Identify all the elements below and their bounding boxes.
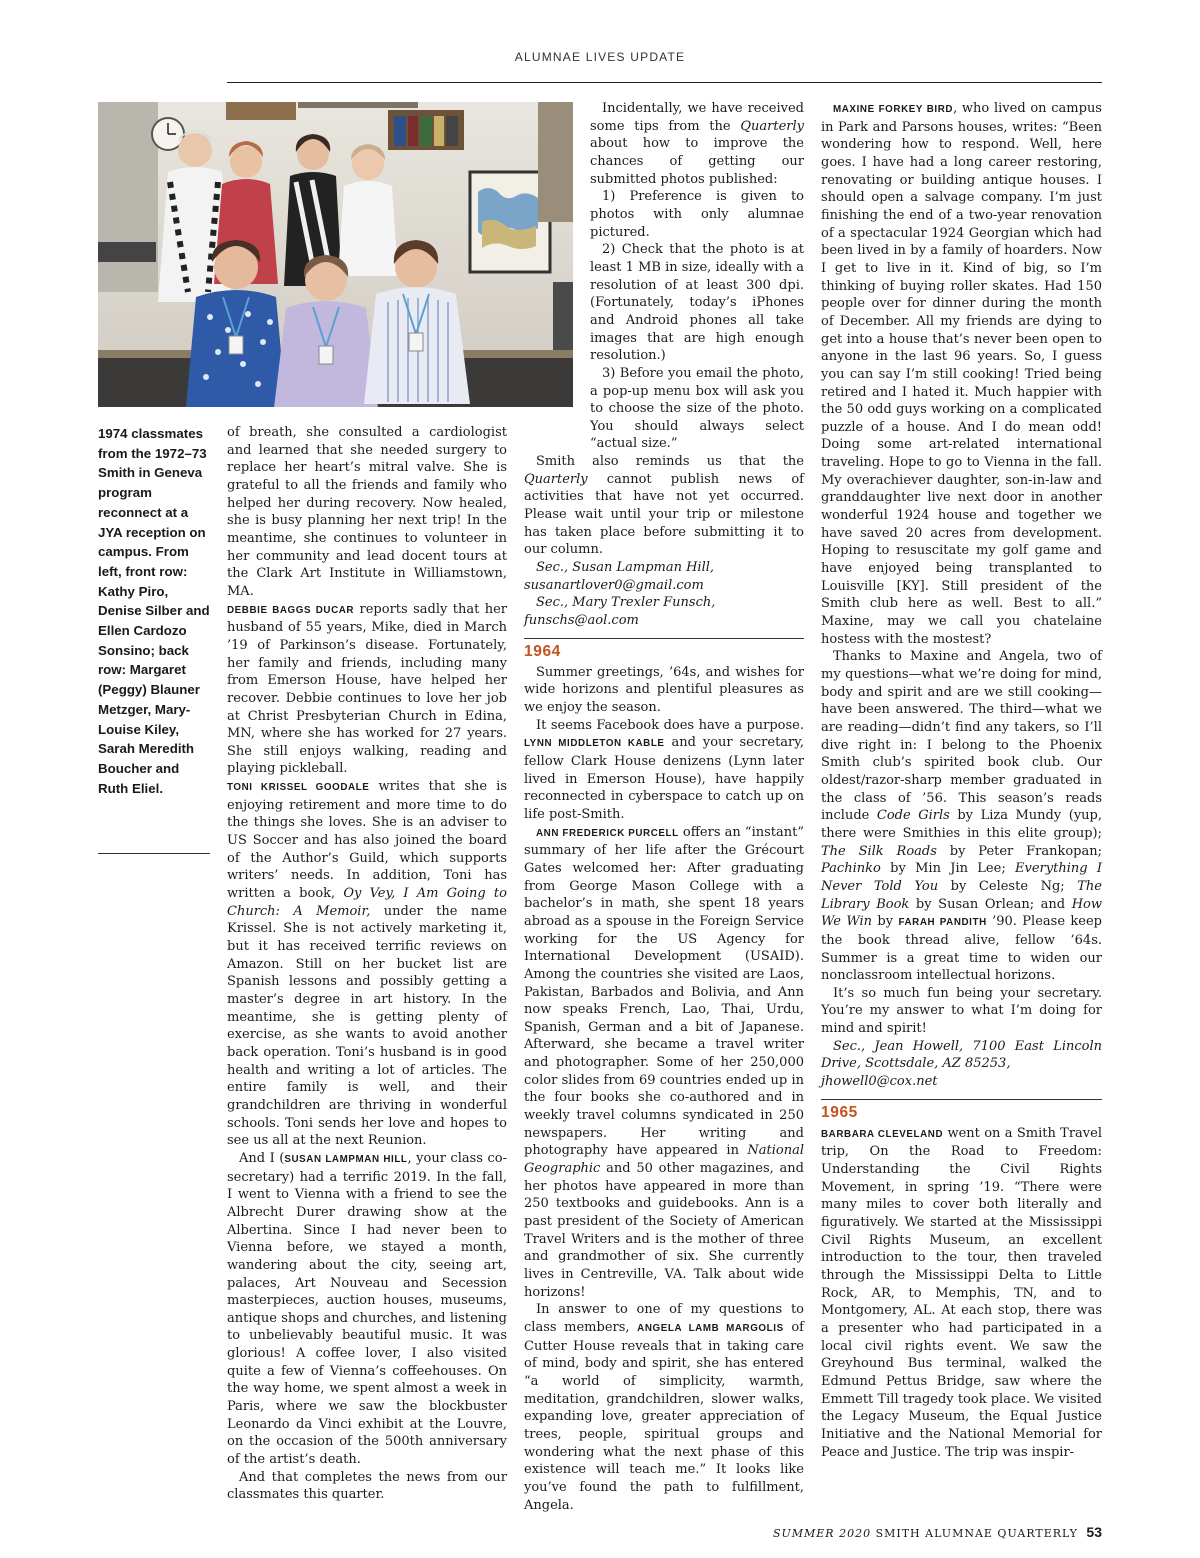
page-footer <box>773 1524 1102 1540</box>
col2-paragraph-2-text-a: Smith also reminds us that the <box>536 454 804 470</box>
col2-paragraph-4 <box>524 717 804 824</box>
col3-text: by Min Jin Lee; <box>880 861 1016 877</box>
book-title: The Library Book <box>821 878 1102 912</box>
col1-paragraph-2-text: reports sadly that her husband of 55 years, Mike, died in March ’19 of Parkinson’s disease. Fortunately, her family and friends, including many from Emerson House, have helped her recover. Debbie continues to love her job at Christ Presbyterian Church in Edina, MN, where she has worked for 27 years. She still enjoys walking, reading and playing pickleball. <box>227 601 507 777</box>
classmate-name: ANGELA LAMB MARGOLIS <box>637 1322 784 1334</box>
col3-text: by Peter Frankopan; <box>936 843 1102 859</box>
column-3 <box>821 100 1102 1461</box>
col1-paragraph-3 <box>227 778 507 1150</box>
secretary-email-3: jhowell0@cox.net <box>821 1074 938 1090</box>
col2-paragraph-1-text-b: about how to improve the chances of getting our submitted photos published: <box>590 136 804 187</box>
tip-1: 1) Preference is given to photos with only alumnae pictured. <box>590 189 804 240</box>
secretary-signature-1: Sec., Susan Lampman Hill, <box>536 560 715 576</box>
col2-paragraph-5-text-a: offers an “instant” summary of her life after the Grécourt Gates welcomed her: After graduating from George Mason College with a bachelor’s in math, she spent 18 years abroad as a spouse in the Foreign Service working for the US Agency for International Development (USAID). Among the countries she visited are Laos, Pakistan, Barbados and Bolivia, and Ann now speaks French, Lao, Thai, Urdu, Spanish, German and a bit of Japanese. Afterward, she became a travel writer and photographer. Some of her 250,000 color slides from 69 countries ended up in the four books she co-authored and in weekly travel columns syndicated in 250 newspapers. Her writing and photography have appeared in <box>524 824 804 1159</box>
col2-paragraph-1 <box>590 100 804 188</box>
col3-text: by Liza Mundy (yup, there were Smithies in this elite group); <box>821 808 1102 841</box>
secretary-email-1: susanartlover0@gmail.com <box>524 577 704 593</box>
front-row-people <box>186 240 470 407</box>
classmate-name: DEBBIE BAGGS DUCAR <box>227 604 355 616</box>
tip-3: 3) Before you email the photo, a pop-up menu box will ask you to choose the size of the photo. You should always select “actual size.” <box>590 365 804 452</box>
tip-2: 2) Check that the photo is at least 1 MB in size, ideally with a resolution of at least 300 dpi. (Fortunately, today’s iPhones and Android phones all take images that are high enough resolution.) <box>590 242 804 364</box>
secretary-email-2: funschs@aol.com <box>524 613 639 629</box>
col2-paragraph-6-text-a: In answer to one of my questions to class members, <box>524 1302 804 1335</box>
col2-paragraph-4-text-a: It seems Facebook does have a purpose. <box>536 717 804 733</box>
col1-paragraph-4 <box>227 1150 507 1469</box>
magazine-title: Quarterly <box>740 118 804 134</box>
col2-paragraph-3: Summer greetings, ’64s, and wishes for wide horizons and plentiful pleasures as we enjoy the season. <box>524 664 804 715</box>
col3-paragraph-4-text: went on a Smith Travel trip, On the Road to Freedom: Understanding the Civil Rights Movement, in spring ’19. “There were many miles to cover both literally and figuratively. We started at the Mississippi Civil Rights Museum, an excellent introduction to the tour, then traveled through the Mississippi Delta to Little Rock, AR, to Memphis, TN, and to Montgomery, AL. At each stop, there was a presenter who had participated in a local civil rights event. We saw the Greyhound Bus terminal, walked the Edmund Pettus Bridge, saw where the Emmett Till tragedy took place. We visited the Legacy Museum, the Equal Justice Initiative and the National Memorial for Peace and Justice. The trip was inspir- <box>821 1125 1102 1460</box>
col2-paragraph-2 <box>524 453 804 559</box>
book-title: Everything I Never Told You <box>821 861 1102 894</box>
col3-paragraph-1-text: , who lived on campus in Park and Parsons houses, writes: “Been wondering how to respond. Well, here goes. I have had a long career restoring, renovating or building antique houses. I should open a salvage company. I’m just finishing the end of a two-year renovation of a spectacular 1924 Georgian which had been lived in by a family of hoarders. Now I get to live in it. Kind of big, so I’m thinking of buying roller skates. Had 150 people over for dinner during the month of December. All my friends are dying to get into a house that’s never been open to anyone in the last 96 years. So, I guess you can say I’m still cooking! Tried being retired and I hated it. Much happier with the 50 odd guys working on a complicated puzzle of a house. And I do mean odd! Doing some art-related international traveling. Hope to go to Vienna in the fall. My overachiever daughter, son-in-law and granddaughter live next door in another wonderful 1924 house and together we have saved 20 acres from development. Hoping to resuscitate my golf game and have enjoyed being transplanted to Louisville [KY]. Still president of the Smith club here as well. Best to all.” Maxine, may we call you chatelaine hostess with the mostest? <box>821 101 1102 647</box>
col1-paragraph-3-text-a: writes that she is enjoying retirement and more time to do the things she loves. She is an adviser to US Soccer and has also joined the board of the Author’s Guild, which supports writers’ needs. In addition, Toni has written a book, <box>227 779 507 902</box>
col2-wrapped-text <box>590 100 804 453</box>
col3-text: ’90. Please keep the book thread alive, fellow ’64s. Summer is a great time to widen our nonclassroom intellectual horizons. <box>821 914 1102 984</box>
book-title: Code Girls <box>876 808 950 824</box>
column-2 <box>524 100 804 1514</box>
classmate-name: ANN FREDERICK PURCELL <box>536 827 679 839</box>
col3-paragraph-1 <box>821 100 1102 648</box>
classmate-name: MAXINE FORKEY BIRD <box>833 104 954 115</box>
book-title: How We Win <box>821 896 1103 930</box>
secretary-signature-3: Sec., Jean Howell, 7100 East Lincoln Drive, Scottsdale, AZ 85253, <box>821 1038 1102 1072</box>
col1-paragraph-4-text-a: And I ( <box>239 1150 285 1166</box>
magazine-title: National Geographic <box>524 1143 804 1177</box>
book-title: Oy Vey, I Am Going to Church: A Memoir, <box>227 886 507 919</box>
class-year-heading: 1965 <box>821 1099 1102 1122</box>
col2-paragraph-6-text-b: of Cutter House reveals that in taking care of mind, body and spirit, she has entered “a world of simplicity, warmth, meditation, grandchildren, slower walks, expanding love, greater appreciation of trees, people, spiritual groups and wondering what the next phase of this existence will teach me.” It looks like you’ve found the path to fulfillment, Angela. <box>524 1319 804 1513</box>
class-year-heading: 1964 <box>524 638 804 661</box>
header-rule <box>227 82 1102 83</box>
group-photo-illustration <box>98 102 573 407</box>
book-title: Pachinko <box>821 861 881 877</box>
col2-paragraph-1-text-a: Incidentally, we have received some tips from the <box>590 101 804 134</box>
col3-paragraph-2-text: Thanks to Maxine and Angela, two of my questions—what we’re doing for mind, body and spirit and are we still cooking—have been answered. The third—what we are reading—didn’t find any takers, so I’ll dive right in: I belong to the Phoenix Smith club’s spirited book club. Our oldest/razor-sharp member graduated in the class of ’56. This season’s reads include <box>821 649 1102 824</box>
col1-paragraph-2 <box>227 601 507 779</box>
classmate-name: FARAH PANDITH <box>898 917 987 929</box>
col2-paragraph-2-text-b: cannot publish news of activities that have not yet occurred. Please wait until your trip or milestone has taken place before submitting it to our column. <box>524 471 804 558</box>
magazine-name: SMITH ALUMNAE QUARTERLY <box>875 1527 1078 1540</box>
classmate-name: BARBARA CLEVELAND <box>821 1128 944 1140</box>
photo-caption: 1974 classmates from the 1972–73 Smith in Geneva program reconnect at a JYA reception on campus. From left, front row: Kathy Piro, Denise Silber and Ellen Cardozo Sonsino; back row: Margaret (Peggy) Blauner Metzger, Mary-Louise Kiley, Sarah Meredith Boucher and Ruth Eliel. <box>98 426 210 796</box>
classmate-name: TONI KRISSEL GOODALE <box>227 782 370 794</box>
col2-paragraph-6 <box>524 1301 804 1514</box>
col1-paragraph-5: And that completes the news from our classmates this quarter. <box>227 1469 507 1503</box>
col3-text: by Susan Orlean; and <box>909 896 1072 912</box>
col1-paragraph-4-text-b: , your class co-secretary) had a terrific 2019. In the fall, I went to Vienna with a friend to see the Albrecht Durer drawing show at the Albertina. Since I had never been to Vienna before, we stayed a month, wandering about the city, seeing art, palaces, Art Nouveau and Secession masterpieces, auction houses, museums, antique shops and churches, and listening to unbelievably beautiful music. It was glorious! A coffee lover, I also visited quite a few of Vienna’s coffeehouses. On the way home, we spent almost a week in Paris, where we saw the blockbuster Leonardo da Vinci exhibit at the Louvre, on the occasion of the 500th anniversary of the artist’s death. <box>227 1150 507 1468</box>
col3-paragraph-3: It’s so much fun being your secretary. You’re my answer to what I’m doing for mind and spirit! <box>821 985 1102 1037</box>
column-1 <box>227 424 507 1504</box>
page-number: 53 <box>1086 1524 1102 1540</box>
col2-paragraph-5 <box>524 824 804 1302</box>
magazine-title: Quarterly <box>524 471 588 487</box>
book-title: The Silk Roads <box>821 843 937 859</box>
col3-paragraph-2 <box>821 648 1102 984</box>
caption-rule <box>98 853 210 854</box>
col3-paragraph-4 <box>821 1125 1102 1461</box>
col1-paragraph-1: of breath, she consulted a cardiologist and learned that she needed surgery to replace her heart’s mitral valve. She is grateful to all the friends and family who helped her during recovery. Now healed, she is busy planning her next trip! In the meantime, she continues to volunteer in her community and lead docent tours at the Clark Art Institute in Williamstown, MA. <box>227 425 507 599</box>
section-header: ALUMNAE LIVES UPDATE <box>514 50 686 64</box>
group-photo <box>98 102 573 407</box>
classmate-name: SUSAN LAMPMAN HILL <box>284 1153 408 1165</box>
col3-text: by <box>872 914 899 930</box>
issue-date: SUMMER 2020 <box>772 1527 872 1540</box>
col2-paragraph-5-text-b: and 50 other magazines, and her photos have appeared in more than 250 textbooks and guidebooks. Ann is a past president of the Society of American Travel Writers and is the mother of three and grandmother of six. She currently lives in Centreville, VA. Talk about wide horizons! <box>524 1161 804 1300</box>
col2-paragraph-4-text-b: and your secretary, fellow Clark House denizens (Lynn later lived in Emerson House), have happily reconnected in cyberspace to catch up on life post-Smith. <box>524 735 805 822</box>
classmate-name: LYNN MIDDLETON KABLE <box>524 738 665 750</box>
col3-text: by Celeste Ng; <box>938 878 1078 894</box>
col1-paragraph-3-text-b: under the name Krissel. She is not actively marketing it, but it has received terrific reviews on Amazon. Still on her bucket list are Spanish lessons and possibly getting a master’s degree in art history. In the meantime, she is getting plenty of exercise, as she wants to avoid another back operation. Toni’s husband is in good health and writing a lot of articles. The entire family is well, and their grandchildren are thriving in wonderful schools. Toni sends her love and hopes to see us all at the next Reunion. <box>227 903 507 1149</box>
secretary-signature-2: Sec., Mary Trexler Funsch, <box>536 595 716 611</box>
